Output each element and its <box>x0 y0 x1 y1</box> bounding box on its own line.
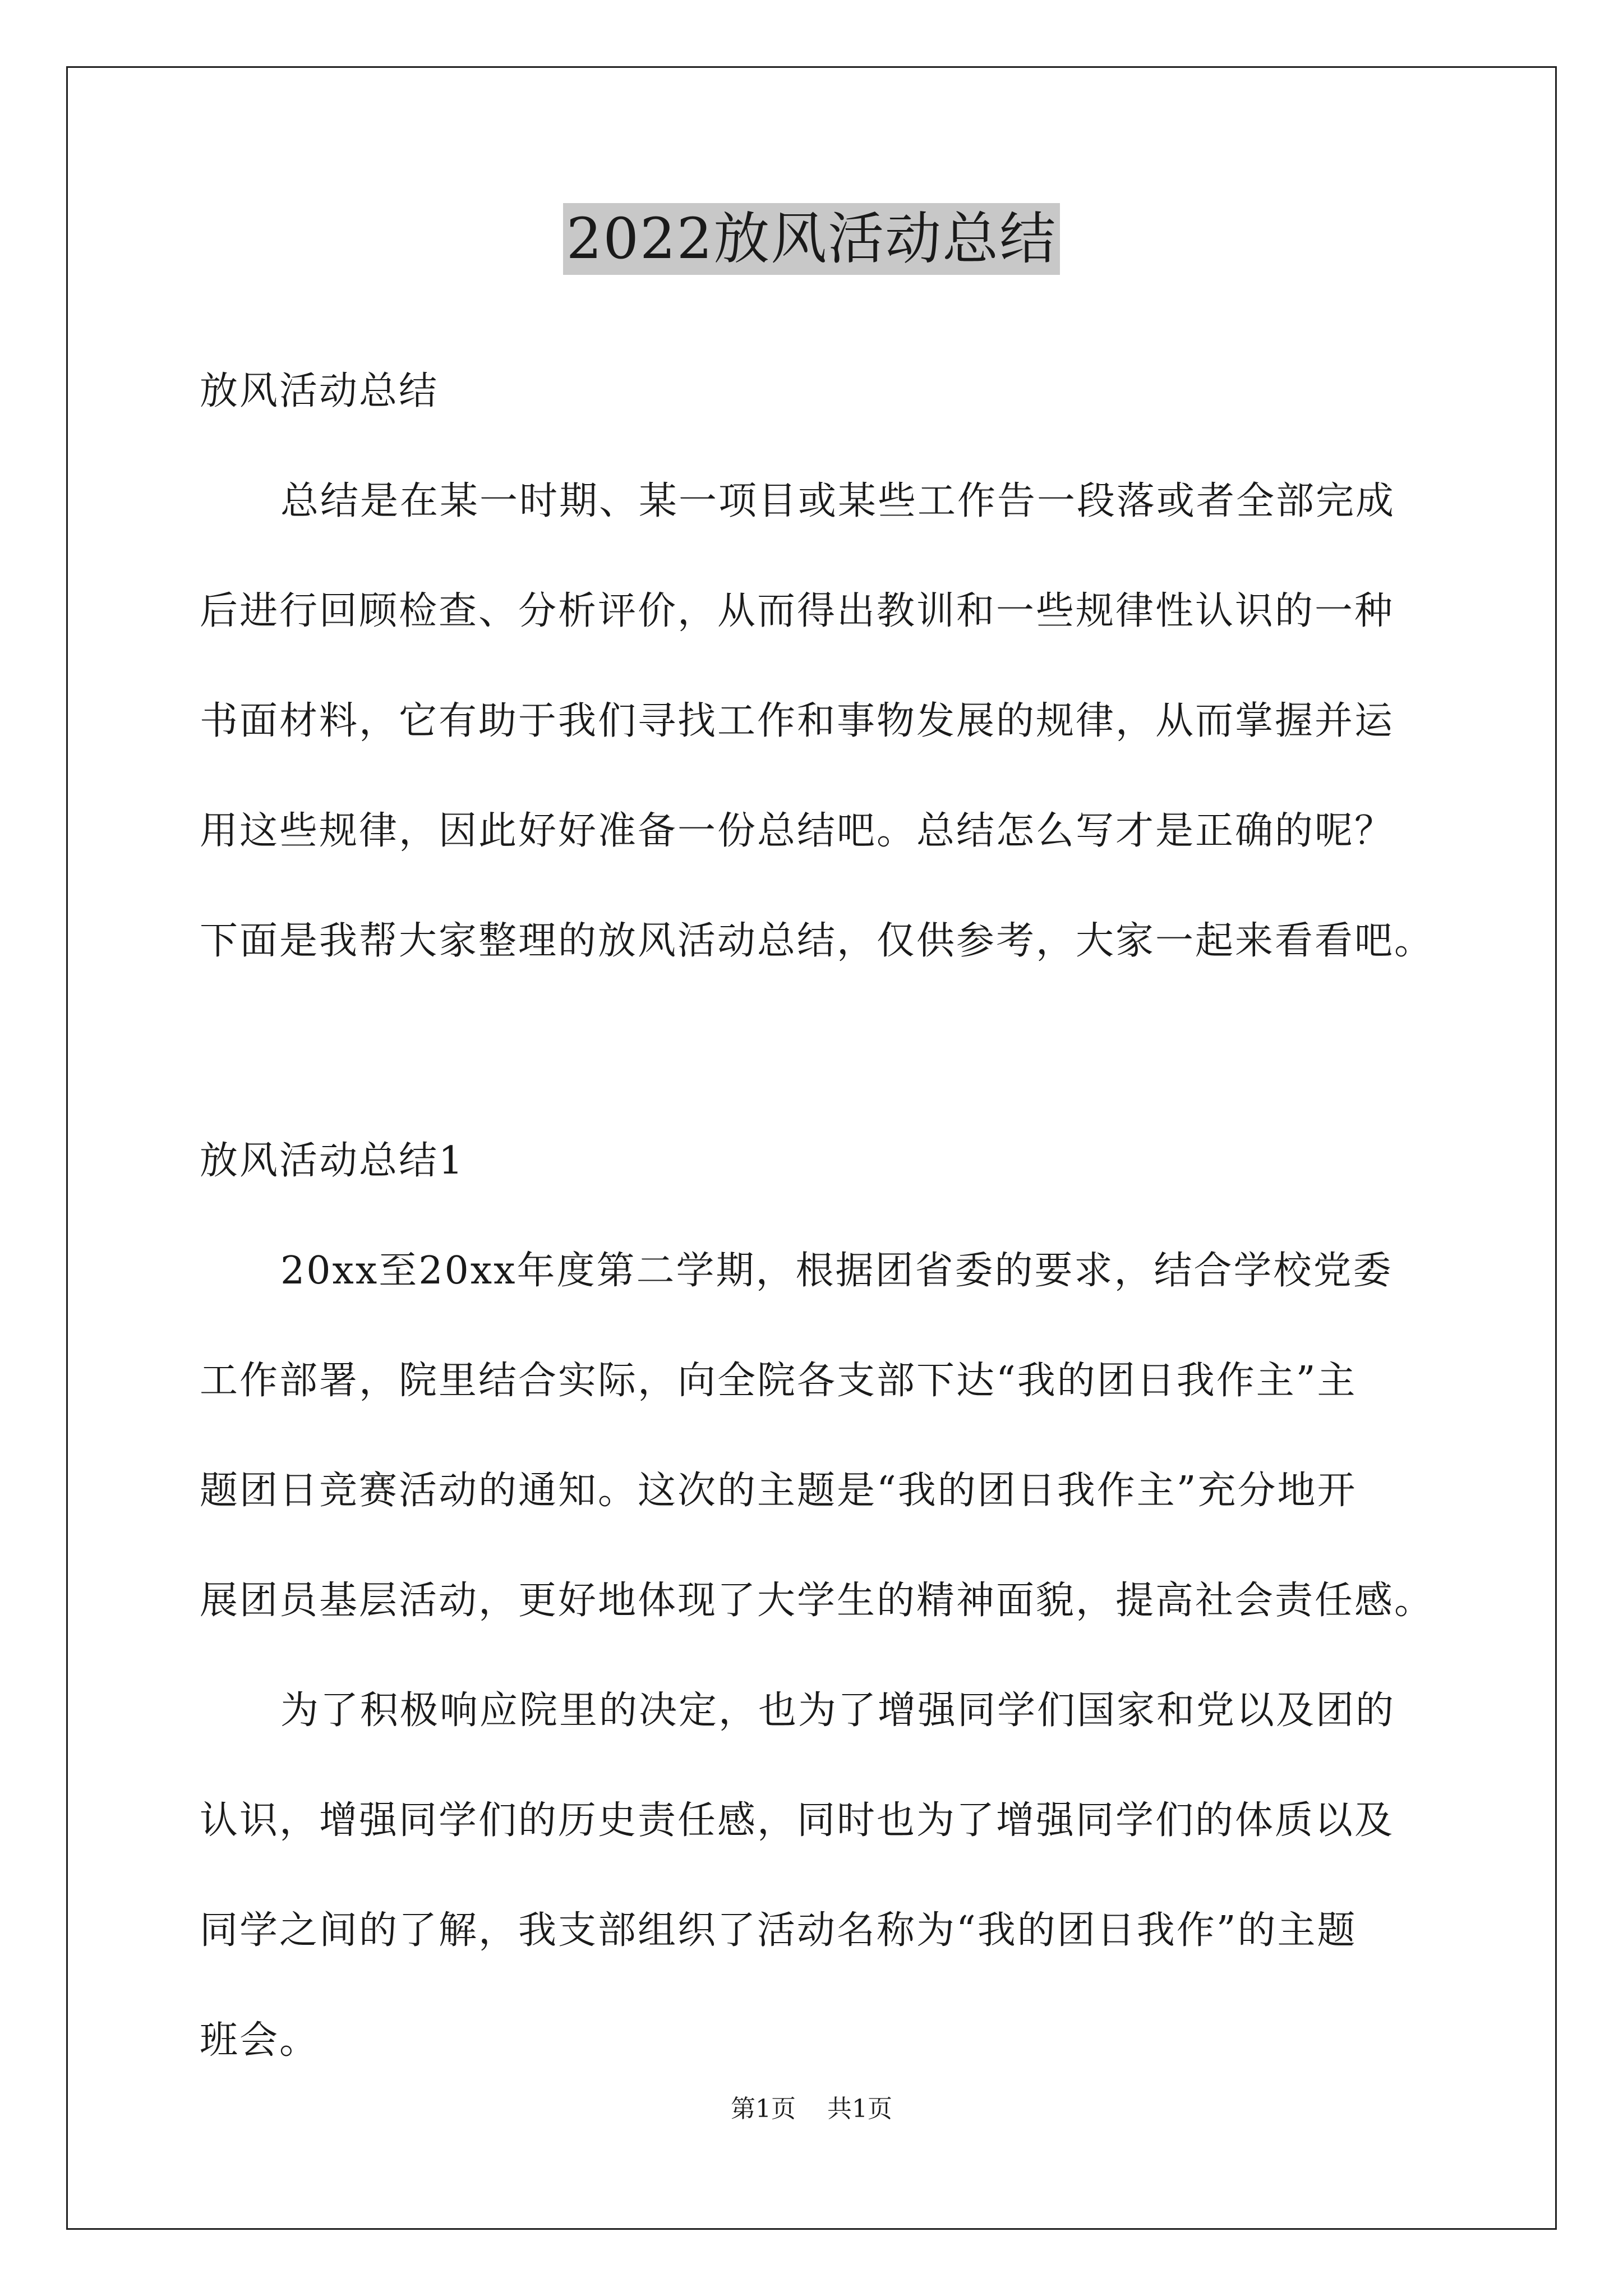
title-container <box>0 203 1623 275</box>
page-number-current: 第1页 <box>731 2095 796 2123</box>
text-line: 班会。 <box>200 2018 320 2063</box>
text-line: 为了积极响应院里的决定，也为了增强同学们国家和党以及团的 <box>280 1688 1396 1733</box>
text-line: 书面材料，它有助于我们寻找工作和事物发展的规律，从而掌握并运 <box>200 699 1395 743</box>
text-line: 总结是在某一时期、某一项目或某些工作告一段落或者全部完成 <box>280 479 1396 523</box>
text-line: 题团日竞赛活动的通知。这次的主题是“我的团日我作主”充分地开 <box>200 1469 1357 1513</box>
text-line: 后进行回顾检查、分析评价，从而得出教训和一些规律性认识的一种 <box>200 589 1395 633</box>
text-line: 同学之间的了解，我支部组织了活动名称为“我的团日我作”的主题 <box>200 1908 1357 1953</box>
text-line: 下面是我帮大家整理的放风活动总结，仅供参考，大家一起来看看吧。 <box>200 919 1435 963</box>
text-line: 用这些规律，因此好好准备一份总结吧。总结怎么写才是正确的呢？ <box>200 809 1395 853</box>
page-number-total: 共1页 <box>827 2095 892 2123</box>
text-line: 20xx至20xx年度第二学期，根据团省委的要求，结合学校党委 <box>280 1249 1393 1293</box>
text-line: 放风活动总结1 <box>200 1139 465 1183</box>
document-title: 2022放风活动总结 <box>563 203 1061 275</box>
text-line: 认识，增强同学们的历史责任感，同时也为了增强同学们的体质以及 <box>200 1798 1395 1843</box>
document-body <box>200 337 1433 2096</box>
text-line: 工作部署，院里结合实际，向全院各支部下达“我的团日我作主”主 <box>200 1359 1357 1403</box>
text-line: 放风活动总结 <box>200 369 439 413</box>
page-footer <box>0 2092 1623 2126</box>
text-line: 展团员基层活动，更好地体现了大学生的精神面貌，提高社会责任感。 <box>200 1579 1435 1623</box>
paragraph-gap <box>200 996 1433 1106</box>
